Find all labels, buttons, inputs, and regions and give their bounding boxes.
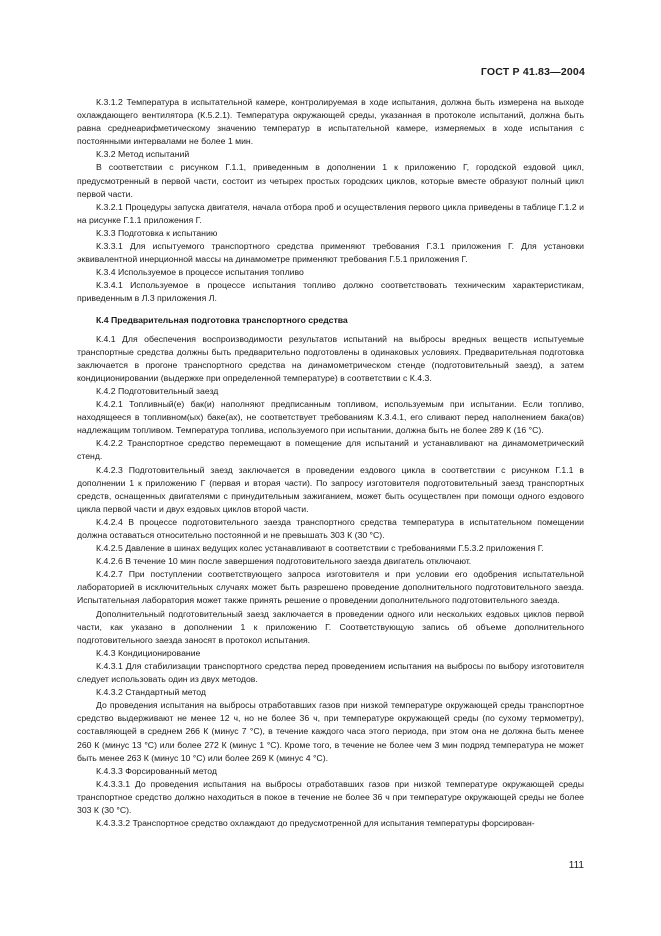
paragraph: К.4.2 Подготовительный заезд: [96, 385, 219, 396]
paragraph: К.3.2.1 Процедуры запуска двигателя, начала отбора проб и осуществления первого цикла приведены в таблице Г.1.2 и на рисунке Г.1.1 приложения Г.: [77, 201, 584, 225]
paragraph: К.3.3 Подготовка к испытанию: [96, 227, 218, 238]
document-body: [77, 96, 584, 830]
paragraph: К.4.2.5 Давление в шинах ведущих колес устанавливают в соответствии с требованиями Г.5.3.2 приложения Г.: [96, 543, 544, 554]
paragraph: К.3.4.1 Используемое в процессе испытания топливо должно соответствовать техническим характеристикам, приведенным в Л.3 приложения Л.: [77, 280, 584, 304]
paragraph: К.4.1 Для обеспечения воспроизводимости результатов испытаний на выбросы вредных веществ испытуемые транспортные средства должны быть предварительно подготовлены в одинаковых условиях. Предварительная подготовка заключается в прогоне транспортного средства на динамометрическом стенде (подготовительный заезд), а затем кондиционировании (выдержке при определенной температуре) в соответствии с К.4.3.: [77, 333, 584, 383]
paragraph: К.4.3 Кондиционирование: [96, 647, 201, 658]
paragraph: К.4.2.7 При поступлении соответствующего запроса изготовителя и при условии его одобрения испытательной лабораторией в исключительных случаях может быть разрешено проведение дополнительного подготовительного заезда. Испытательная лаборатория может также принять решение о проведении дополнительного подготовительного заезда.: [77, 569, 584, 606]
paragraph: К.3.3.1 Для испытуемого транспортного средства применяют требования Г.3.1 приложения Г. Для установки эквивалентной инерционной массы на динамометре применяют требования Г.5.1 приложения Г.: [77, 241, 584, 265]
paragraph: К.3.2 Метод испытаний: [96, 149, 190, 160]
paragraph: К.4.3.3.2 Транспортное средство охлаждают до предусмотренной для испытания температуры форсирован-: [96, 818, 535, 829]
section-heading: К.4 Предварительная подготовка транспортного средства: [96, 314, 348, 325]
paragraph: В соответствии с рисунком Г.1.1, приведенным в дополнении 1 к приложению Г, городской ездовой цикл, предусмотренный в первой части, состоит из четырех простых городских циклов, которые вместе образуют полный цикл первой части.: [77, 162, 584, 199]
paragraph: К.4.3.3.1 До проведения испытания на выбросы отработавших газов при низкой температуре окружающей среды транспортное средство должно находиться в покое в течение не более 36 ч при температуре окружающей среды не более 303 К (30 °С).: [77, 778, 584, 815]
paragraph: К.4.2.6 В течение 10 мин после завершения подготовительного заезда двигатель отключают.: [96, 556, 472, 567]
paragraph: К.3.1.2 Температура в испытательной камере, контролируемая в ходе испытания, должна быть измерена на выходе охлаждающего вентилятора (К.5.2.1). Температура окружающей среды, указанная в протоколе испытаний, должна быть равна среднеарифметическому значению температур в испытательной камере, измеряемых в ходе испытания с постоянными интервалами не более 1 мин.: [77, 97, 584, 147]
paragraph: К.4.3.1 Для стабилизации транспортного средства перед проведением испытания на выбросы по выбору изготовителя следует использовать один из двух методов.: [77, 660, 584, 685]
paragraph: К.4.3.3 Форсированный метод: [96, 765, 217, 776]
paragraph: К.3.4 Используемое в процессе испытания топливо: [96, 267, 304, 278]
paragraph: К.4.2.3 Подготовительный заезд заключается в проведении ездового цикла в соответствии с рисунком Г.1.1 в дополнении 1 к приложению Г (первая и вторая части). По запросу изготовителя подготовительный заезд транспортных средств, оснащенных двигателями с принудительным зажиганием, может быть осуществлен при помощи одного ездового цикла первой части и двух ездовых циклов второй части.: [77, 464, 584, 514]
document-code: ГОСТ Р 41.83—2004: [480, 66, 585, 78]
paragraph: К.4.2.2 Транспортное средство перемещают в помещение для испытаний и устанавливают на динамометрический стенд.: [77, 438, 584, 462]
paragraph: До проведения испытания на выбросы отработавших газов при низкой температуре окружающей среды транспортное средство выдерживают не менее 12 ч, но не более 36 ч, при температуре окружающей среды (по сухому термометру), составляющей в среднем 266 К (минус 7 °С), в течение каждого часа этого периода, при этом она не должна быть менее 260 К (минус 13 °С) или более 272 К (минус 1 °С). Кроме того, в течение не более чем 3 мин подряд температура не может быть менее 263 К (минус 10 °С) или более 269 К (минус 4 °С).: [77, 700, 584, 763]
paragraph: К.4.2.1 Топливный(е) бак(и) наполняют предписанным топливом, используемым при испытании. Если топливо, находящееся в топливном(ых) баке(ах), не соответствует требованиям К.3.4.1, его сливают перед наполнением бака(ов) надлежащим топливом. Температура топлива, используемого при испытании, должна быть не более 289 К (16 °С).: [77, 399, 584, 436]
page-number: 111: [568, 860, 584, 871]
paragraph: Дополнительный подготовительный заезд заключается в проведении одного или нескольких ездовых циклов первой части, как указано в дополнении 1 к приложению Г. Соответствующую запись об объеме дополнительного подготовительного заезда заносят в протокол испытания.: [77, 608, 584, 645]
paragraph: К.4.3.2 Стандартный метод: [96, 687, 206, 698]
paragraph: К.4.2.4 В процессе подготовительного заезда транспортного средства температура в испытательном помещении должна оставаться относительно постоянной и не превышать 303 К (30 °С).: [77, 516, 584, 540]
